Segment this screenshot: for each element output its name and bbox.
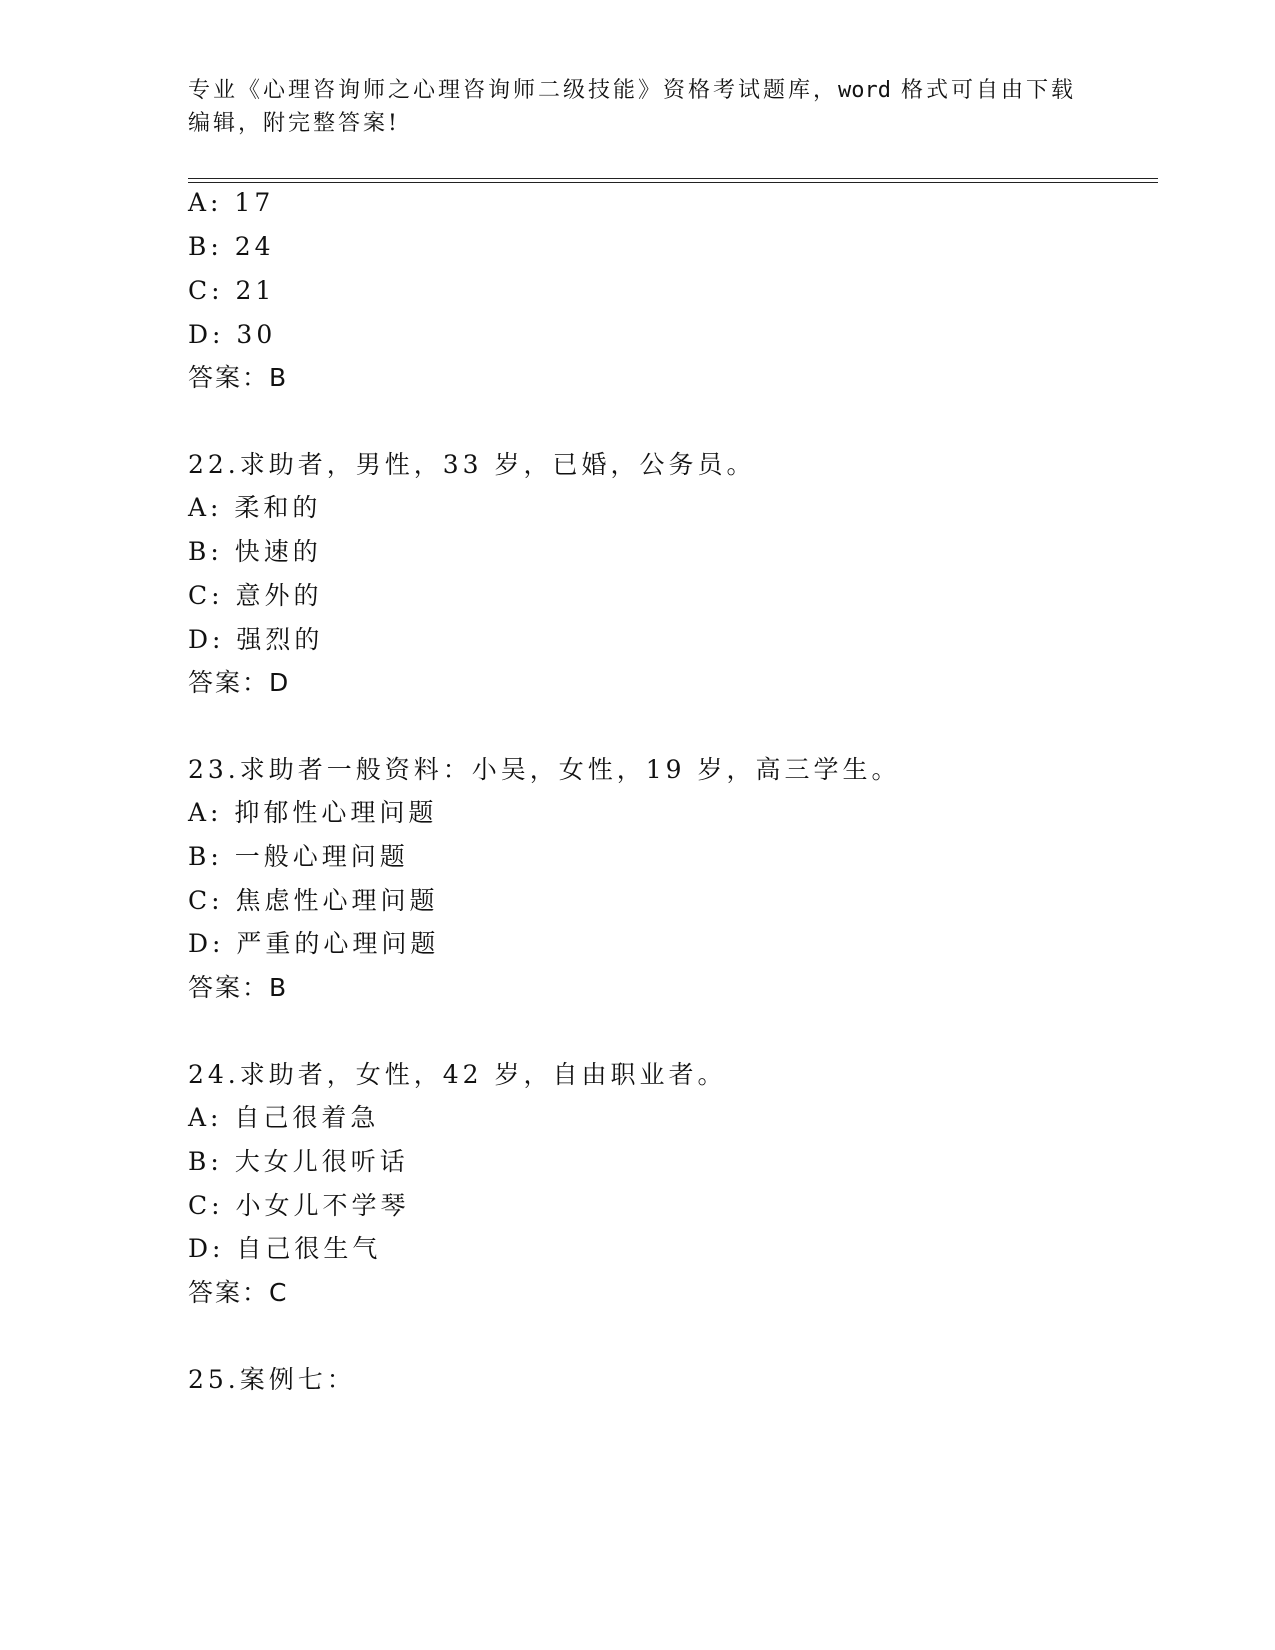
header-text-part: 格式可自由下载 bbox=[901, 78, 1077, 103]
option-b: B: 一般心理问题 bbox=[188, 842, 409, 871]
question-stem: 25.案例七： bbox=[188, 1365, 356, 1394]
option-b: B: 快速的 bbox=[188, 537, 322, 566]
option-d: D: 强烈的 bbox=[188, 625, 324, 654]
answer-line: 答案：B bbox=[188, 363, 289, 392]
option-a: A: 柔和的 bbox=[188, 493, 322, 522]
option-a: A: 自己很着急 bbox=[188, 1103, 380, 1132]
option-d: D: 严重的心理问题 bbox=[188, 929, 440, 958]
header-text-part: 专业《心理咨询师之心理咨询师二级技能》资格考试题库， bbox=[188, 78, 839, 103]
option-b: B: 24 bbox=[188, 232, 275, 261]
answer-line: 答案：D bbox=[188, 668, 291, 697]
answer-line: 答案：B bbox=[188, 973, 289, 1002]
header-divider bbox=[188, 178, 1158, 183]
answer-line: 答案：C bbox=[188, 1278, 289, 1307]
document-header bbox=[188, 74, 1088, 140]
option-d: D: 30 bbox=[188, 320, 277, 349]
question-stem: 24.求助者，女性，42 岁，自由职业者。 bbox=[188, 1060, 727, 1089]
option-b: B: 大女儿很听话 bbox=[188, 1147, 409, 1176]
question-stem: 22.求助者，男性，33 岁，已婚，公务员。 bbox=[188, 450, 756, 479]
question-stem: 23.求助者一般资料：小吴，女性，19 岁，高三学生。 bbox=[188, 755, 901, 784]
option-c: C: 小女儿不学琴 bbox=[188, 1191, 410, 1220]
option-a: A: 17 bbox=[188, 188, 275, 217]
option-c: C: 21 bbox=[188, 276, 276, 305]
option-c: C: 意外的 bbox=[188, 581, 323, 610]
header-line-2: 编辑，附完整答案! bbox=[188, 111, 400, 136]
header-text-part: word bbox=[838, 78, 891, 103]
option-d: D: 自己很生气 bbox=[188, 1234, 382, 1263]
header-line-1 bbox=[188, 74, 1088, 107]
option-a: A: 抑郁性心理问题 bbox=[188, 798, 438, 827]
option-c: C: 焦虑性心理问题 bbox=[188, 886, 439, 915]
